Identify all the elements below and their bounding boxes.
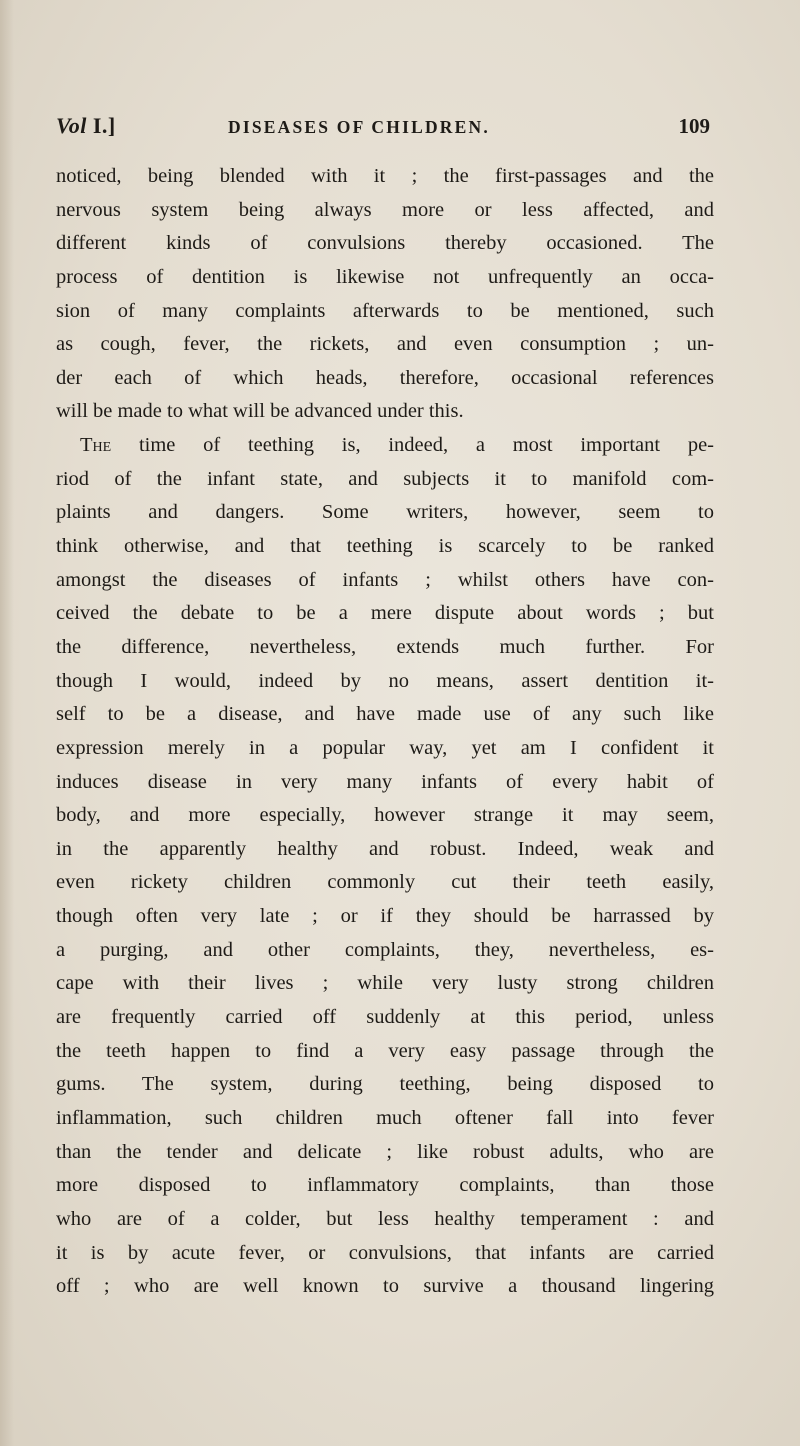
volume-number: I.] bbox=[86, 113, 116, 138]
text-line: sion of many complaints afterwards to be mentioned, such bbox=[56, 299, 714, 322]
small-caps-lead: The bbox=[80, 434, 112, 457]
text-line: noticed, being blended with it ; the first-passages and the bbox=[56, 165, 714, 187]
text-line: are frequently carried off suddenly at this period, unless bbox=[56, 1006, 714, 1029]
paragraph-start-line bbox=[56, 429, 714, 463]
text-line: even rickety children commonly cut their teeth easily, bbox=[56, 871, 714, 894]
text-line: though I would, indeed by no means, assert dentition it- bbox=[56, 669, 714, 692]
running-title: DISEASES OF CHILDREN. bbox=[228, 117, 490, 137]
text-line: gums. The system, during teething, being disposed to bbox=[56, 1073, 714, 1096]
body-text bbox=[56, 160, 714, 1304]
text-line: more disposed to inflammatory complaints, than those bbox=[56, 1174, 714, 1197]
text-line: process of dentition is likewise not unfrequently an occa- bbox=[56, 265, 714, 288]
volume-label bbox=[56, 108, 116, 144]
text-line: amongst the diseases of infants ; whilst others have con- bbox=[56, 568, 714, 591]
text-line-rest: time of teething is, indeed, a most important pe- bbox=[138, 434, 714, 457]
text-line: though often very late ; or if they should be harrassed by bbox=[56, 905, 714, 928]
text-line: der each of which heads, therefore, occasional references bbox=[56, 366, 714, 389]
text-line: self to be a disease, and have made use of any such like bbox=[56, 703, 714, 726]
text-line: inflammation, such children much oftener fall into fever bbox=[56, 1106, 714, 1129]
text-line: it is by acute fever, or convulsions, that infants are carried bbox=[56, 1241, 714, 1264]
text-line: expression merely in a popular way, yet am I confident it bbox=[56, 736, 714, 759]
text-line: induces disease in very many infants of every habit of bbox=[56, 770, 714, 793]
text-line: nervous system being always more or less affected, and bbox=[56, 198, 714, 221]
text-line: body, and more especially, however strange it may seem, bbox=[56, 804, 714, 827]
text-line: as cough, fever, the rickets, and even consumption ; un- bbox=[56, 333, 714, 356]
text-line: ceived the debate to be a mere dispute about words ; but bbox=[56, 602, 714, 625]
text-line: who are of a colder, but less healthy temperament : and bbox=[56, 1207, 714, 1230]
text-line: cape with their lives ; while very lusty strong children bbox=[56, 972, 714, 995]
text-line: plaints and dangers. Some writers, however, seem to bbox=[56, 501, 714, 524]
text-line: think otherwise, and that teething is scarcely to be ranked bbox=[56, 535, 714, 558]
text-line: different kinds of convulsions thereby occasioned. The bbox=[56, 232, 714, 255]
volume-abbrev: Vol bbox=[56, 113, 87, 138]
text-line: will be made to what will be advanced under this. bbox=[56, 400, 464, 423]
text-line: the difference, nevertheless, extends much further. For bbox=[56, 635, 714, 658]
text-line: a purging, and other complaints, they, nevertheless, es- bbox=[56, 938, 714, 961]
text-line: than the tender and delicate ; like robust adults, who are bbox=[56, 1140, 714, 1163]
running-header bbox=[56, 108, 714, 144]
gutter-shadow bbox=[0, 0, 14, 1446]
text-line: in the apparently healthy and robust. Indeed, weak and bbox=[56, 837, 714, 860]
text-line: the teeth happen to find a very easy passage through the bbox=[56, 1039, 714, 1062]
text-line: off ; who are well known to survive a thousand lingering bbox=[56, 1275, 714, 1298]
page-number: 109 bbox=[678, 114, 710, 138]
text-line: riod of the infant state, and subjects it to manifold com- bbox=[56, 467, 714, 490]
